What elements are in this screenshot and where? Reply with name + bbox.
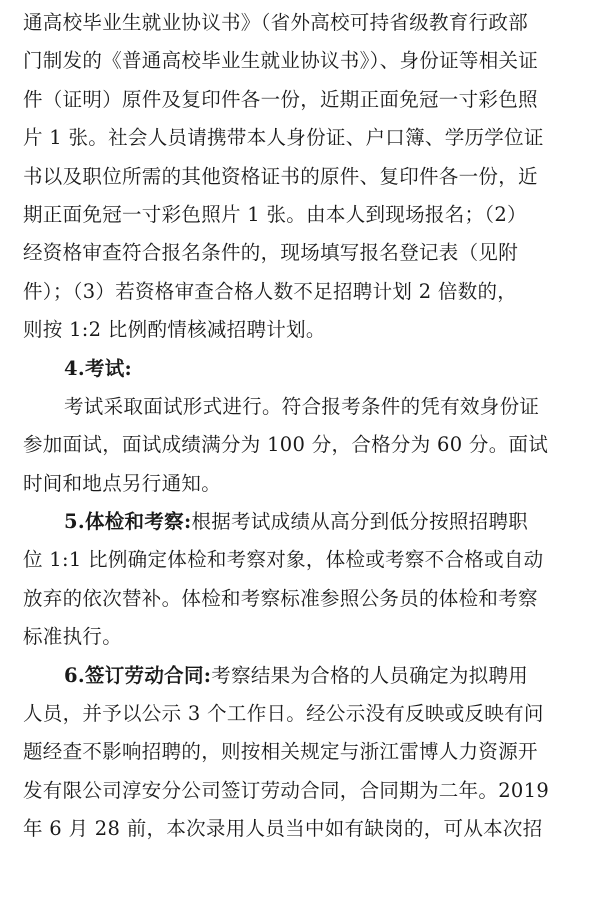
text-line-19: 人员，并予以公示 3 个工作日。经公示没有反映或反映有问: [23, 702, 544, 726]
text-line-1: 通高校毕业生就业协议书》（省外高校可持省级教育行政部: [23, 11, 529, 34]
text-line-5: 书以及职位所需的其他资格证书的原件、复印件各一份，近: [23, 164, 538, 188]
heading-medical: 5.体检和考察:: [64, 510, 192, 534]
text-line-22: 年 6 月 28 前，本次录用人员当中如有缺岗的，可从本次招: [23, 817, 543, 841]
document-page: [23, 4, 583, 849]
section-heading-exam: [23, 350, 583, 388]
text-line-4: 片 1 张。社会人员请携带本人身份证、户口簿、学历学位证: [23, 126, 544, 150]
text-line-3: 件（证明）原件及复印件各一份，近期正面免冠一寸彩色照: [23, 87, 538, 111]
heading-exam: 4.考试:: [64, 356, 133, 380]
text-line-7: 经资格审查符合报名条件的，现场填写报名登记表（见附: [23, 241, 519, 265]
text-line-15: 位 1:1 比例确定体检和考察对象，体检或考察不合格或自动: [23, 548, 544, 572]
text-line-16: 放弃的依次替补。体检和考察标准参照公务员的体检和考察: [23, 586, 538, 610]
text-line-11: 考试采取面试形式进行。符合报考条件的凭有效身份证: [64, 394, 540, 418]
section-heading-medical: 5.体检和考察:根据考试成绩从高分到低分按照招聘职: [64, 510, 529, 534]
text-line-21: 发有限公司淳安分公司签订劳动合同，合同期为二年。2019: [23, 778, 550, 802]
text-line-6: 期正面免冠一寸彩色照片 1 张。由本人到现场报名；（2）: [23, 202, 527, 226]
text-line-17: 标准执行。: [23, 625, 123, 649]
text-line-13: 时间和地点另行通知。: [23, 471, 222, 495]
heading-contract: 6.签订劳动合同:: [64, 663, 212, 687]
text-line-12: 参加面试，面试成绩满分为 100 分，合格分为 60 分。面试: [23, 433, 549, 457]
text-line-2: 门制发的《普通高校毕业生就业协议书》）、身份证等相关证: [23, 49, 539, 73]
text-line-8: 件）；（3）若资格审查合格人数不足招聘计划 2 倍数的，: [23, 279, 518, 303]
text-line-20: 题经查不影响招聘的，则按相关规定与浙江雷博人力资源开: [23, 740, 538, 764]
text-line-9: 则按 1:2 比例酌情核减招聘计划。: [23, 318, 326, 342]
section-heading-contract: 6.签订劳动合同:考察结果为合格的人员确定为拟聘用: [64, 663, 529, 687]
